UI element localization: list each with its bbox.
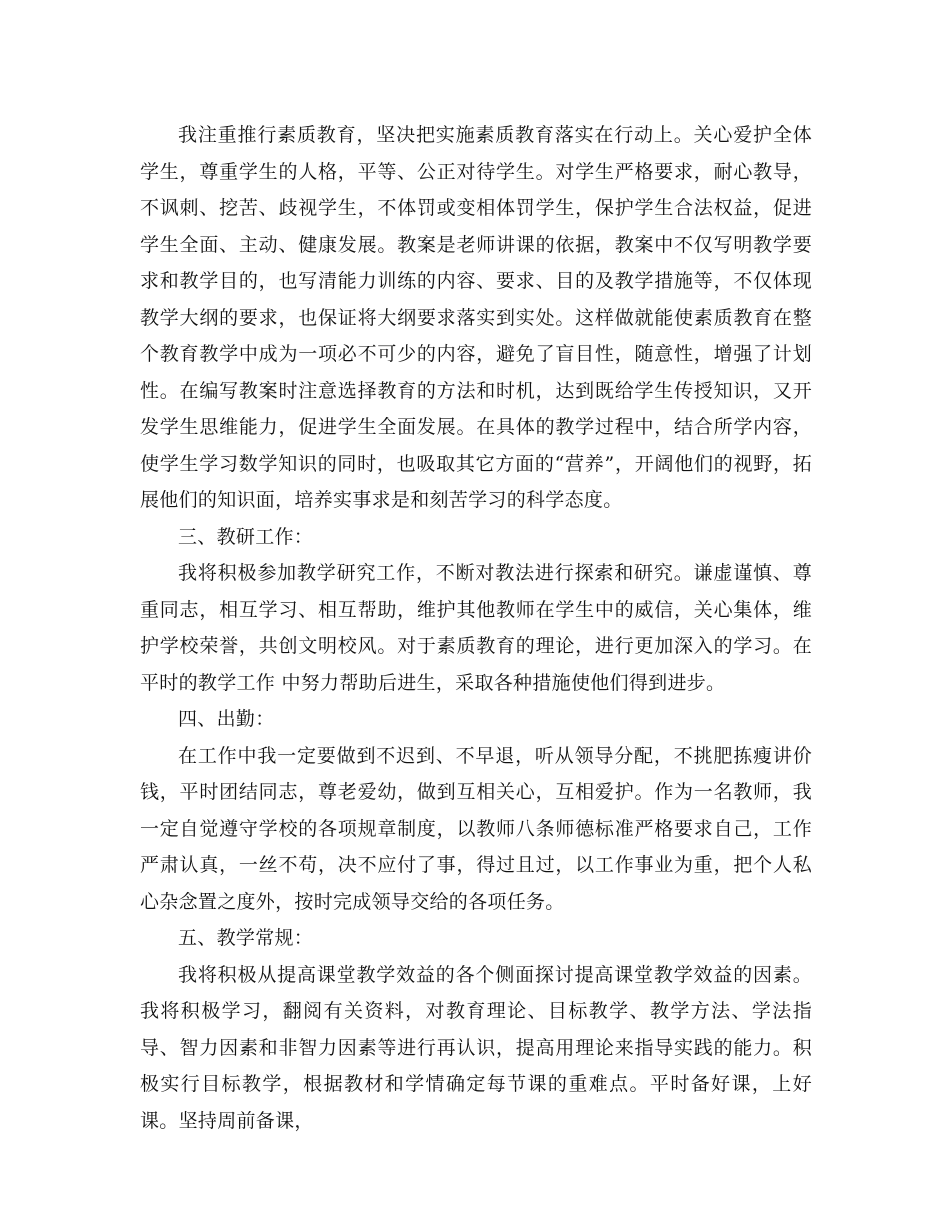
paragraph-quality-education: 我注重推行素质教育，坚决把实施素质教育落实在行动上。关心爱护全体学生，尊重学生的人格，平等、公正对待学生。对学生严格要求，耐心教导，不讽刺、挖苦、歧视学生，不体罚或变相体罚学生，保护学生合法权益，促进学生全面、主动、健康发展。教案是老师讲课的依据，教案中不仅写明教学要求和教学目的，也写清能力训练的内容、要求、目的及教学措施等，不仅体现教学大纲的要求，也保证将大纲要求落实到实处。这样做就能使素质教育在整个教育教学中成为一项必不可少的内容，避免了盲目性，随意性，增强了计划性。在编写教案时注意选择教育的方法和时机，达到既给学生传授知识，又开发学生思维能力，促进学生全面发展。在具体的教学过程中，结合所学内容，使学生学习数学知识的同时，也吸取其它方面的“营养”，开阔他们的视野，拓展他们的知识面，培养实事求是和刻苦学习的科学态度。: [140, 124, 812, 511]
paragraph-attendance: 在工作中我一定要做到不迟到、不早退，听从领导分配，不挑肥拣瘦讲价钱，平时团结同志，尊老爱幼，做到互相关心，互相爱护。作为一名教师，我一定自觉遵守学校的各项规章制度，以教师八条师德标准严格要求自己，工作严肃认真，一丝不苟，决不应付了事，得过且过，以工作事业为重，把个人私心杂念置之度外，按时完成领导交给的各项任务。: [140, 744, 812, 913]
paragraph-teaching-routine: 我将积极从提高课堂教学效益的各个侧面探讨提高课堂教学效益的因素。我将积极学习，翻阅有关资料，对教育理论、目标教学、教学方法、学法指导、智力因素和非智力因素等进行再认识，提高用理论来指导实践的能力。积极实行目标教学，根据教材和学情确定每节课的重难点。平时备好课，上好课。坚持周前备课，: [140, 963, 812, 1132]
section-heading-attendance: 四、出勤：: [178, 708, 275, 730]
paragraph-research: 我将积极参加教学研究工作，不断对教法进行探索和研究。谦虚谨慎、尊重同志，相互学习、相互帮助，维护其他教师在学生中的威信，关心集体，维护学校荣誉，共创文明校风。对于素质教育的理论，进行更加深入的学习。在平时的教学工作 中努力帮助后进生，采取各种措施使他们得到进步。: [140, 562, 812, 694]
section-heading-research: 三、教研工作：: [178, 525, 314, 548]
document-page: [140, 117, 812, 1139]
section-heading-teaching-routine: 五、教学常规：: [178, 927, 314, 949]
